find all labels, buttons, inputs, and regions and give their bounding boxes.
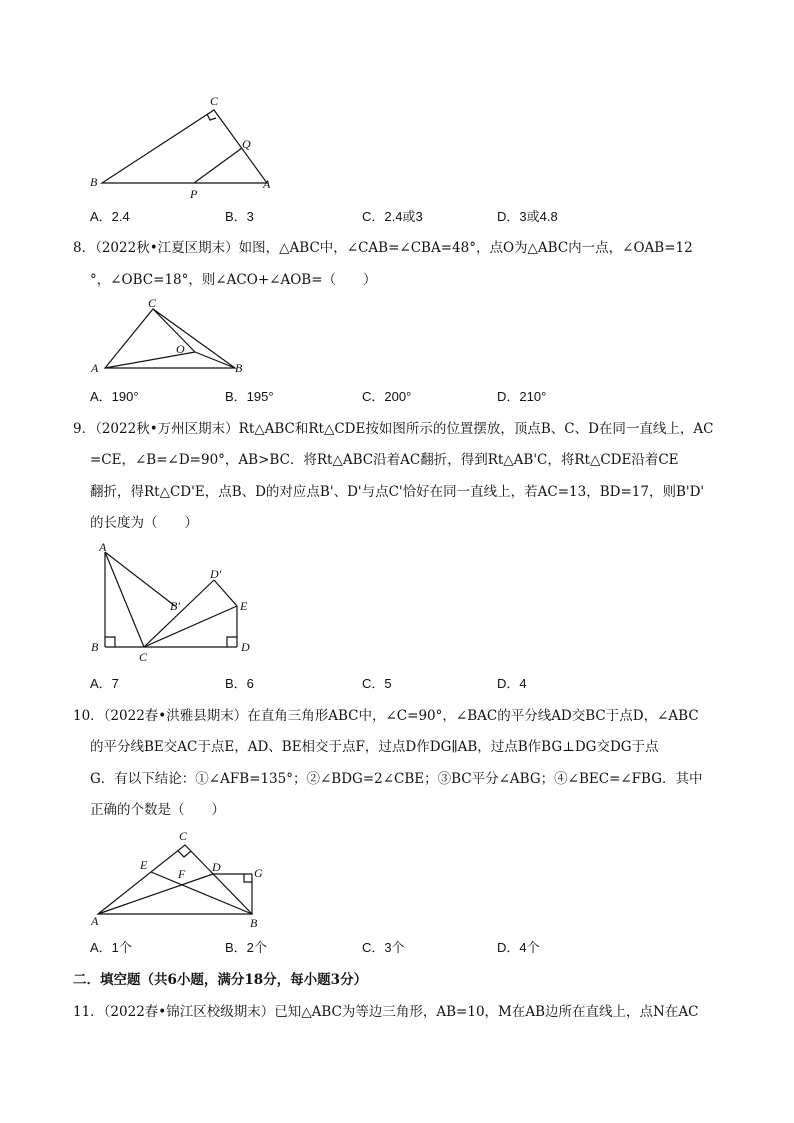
q9-stem-line-4: 的长度为（ ） [90, 515, 198, 531]
q9-option-d: D．4 [497, 676, 527, 691]
q9-label-a: A [99, 540, 107, 554]
q10-option-c: C．3个 [362, 940, 405, 955]
q10-option-b: B．2个 [225, 940, 267, 955]
q9-segment-ce [144, 606, 237, 647]
q10-option-d: D．4个 [497, 940, 540, 955]
q10-right-angle-g [244, 874, 252, 882]
q7-label-p: P [190, 187, 198, 201]
q10-label-e: E [140, 858, 148, 872]
q8-label-a: A [91, 361, 99, 375]
q10-label-a: A [91, 914, 99, 928]
q9-segment-d-prime-e [214, 580, 237, 606]
q9-label-e: E [240, 599, 248, 613]
q8-segment-co [153, 309, 195, 352]
q7-right-angle-mark [207, 114, 216, 120]
q8-triangle [105, 309, 235, 368]
q7-segment-pq [194, 148, 242, 183]
q10-right-angle-c [178, 851, 191, 857]
q7-option-b: B．3 [225, 209, 254, 224]
q10-stem-line-4: 正确的个数是（ ） [90, 802, 225, 818]
q8-stem-line-2: °，∠OBC=18°，则∠ACO+∠AOB=（ ） [90, 272, 377, 288]
q10-figure [85, 826, 275, 931]
q10-stem-line-1: 10．（2022春•洪雅县期末）在直角三角形ABC中，∠C=90°，∠BAC的平分线AD交BC于点D，∠ABC [73, 708, 699, 724]
q10-label-d: D [212, 860, 221, 874]
q10-option-a: A．1个 [90, 940, 132, 955]
q10-segment-ad [98, 874, 213, 914]
q7-option-a: A．2.4 [90, 209, 130, 224]
q10-stem-line-3: G．有以下结论：①∠AFB=135°；②∠BDG=2∠CBE；③BC平分∠ABG；④∠BEC=∠FBG．其中 [90, 771, 703, 787]
q9-label-b: B [91, 640, 99, 654]
q10-label-b: B [250, 916, 258, 930]
q11-stem-line-1: 11．（2022春•锦江区校级期末）已知△ABC为等边三角形，AB=10，M在AB边所在直线上，点N在AC [73, 1004, 699, 1020]
q8-option-d: D．210° [497, 389, 547, 404]
q9-label-d: D [241, 640, 250, 654]
q7-option-d: D．3或4.8 [497, 209, 558, 224]
q9-figure [85, 540, 265, 664]
q9-label-d-prime: D′ [210, 567, 222, 581]
section-2-title: 二．填空题（共6小题，满分18分，每小题3分） [73, 972, 368, 988]
q9-stem-line-3: 翻折，得Rt△CD'E，点B、D的对应点B'、D'与点C'恰好在同一直线上，若AC=13，BD=17，则B'D' [90, 484, 705, 500]
q9-label-b-prime: B′ [170, 599, 180, 613]
q8-option-b: B．195° [225, 389, 274, 404]
q7-label-a: A [263, 177, 271, 191]
q7-option-c: C．2.4或3 [362, 209, 423, 224]
q10-stem-line-2: 的平分线BE交AC于点E，AD、BE相交于点F，过点D作DG∥AB，过点B作BG⊥DG交DG于点 [90, 739, 659, 755]
q9-option-c: C．5 [362, 676, 392, 691]
q10-label-f: F [178, 867, 186, 881]
q9-option-b: B．6 [225, 676, 254, 691]
q8-stem-line-1: 8．（2022秋•江夏区期末）如图，△ABC中，∠CAB=∠CBA=48°，点O为△ABC内一点，∠OAB=12 [73, 240, 693, 256]
q8-segment-bo [195, 352, 235, 368]
q7-label-c: C [210, 94, 219, 108]
q10-label-c: C [179, 829, 188, 843]
q9-stem-line-1: 9．（2022秋•万州区期末）Rt△ABC和Rt△CDE按如图所示的位置摆放，顶点B、C、D在同一直线上，AC [73, 421, 714, 437]
q8-option-c: C．200° [362, 389, 412, 404]
q8-option-a: A．190° [90, 389, 139, 404]
q9-stem-line-2: =CE，∠B=∠D=90°，AB>BC．将Rt△ABC沿着AC翻折，得到Rt△AB'C，将Rt△CDE沿着CE [90, 452, 679, 468]
q9-label-c: C [139, 650, 148, 664]
q8-label-c: C [148, 296, 157, 310]
q7-label-q: Q [242, 137, 251, 151]
q8-label-o: O [176, 342, 185, 356]
q9-option-a: A．7 [90, 676, 119, 691]
q7-label-b: B [90, 175, 98, 189]
q9-right-angle-b [105, 637, 115, 647]
q9-right-angle-d [227, 637, 237, 647]
q9-segment-ac [105, 552, 144, 647]
q10-label-g: G [254, 866, 263, 880]
q8-figure [85, 296, 255, 378]
q10-triangle [98, 845, 252, 914]
q8-label-b: B [235, 361, 243, 375]
q7-figure [80, 92, 290, 202]
